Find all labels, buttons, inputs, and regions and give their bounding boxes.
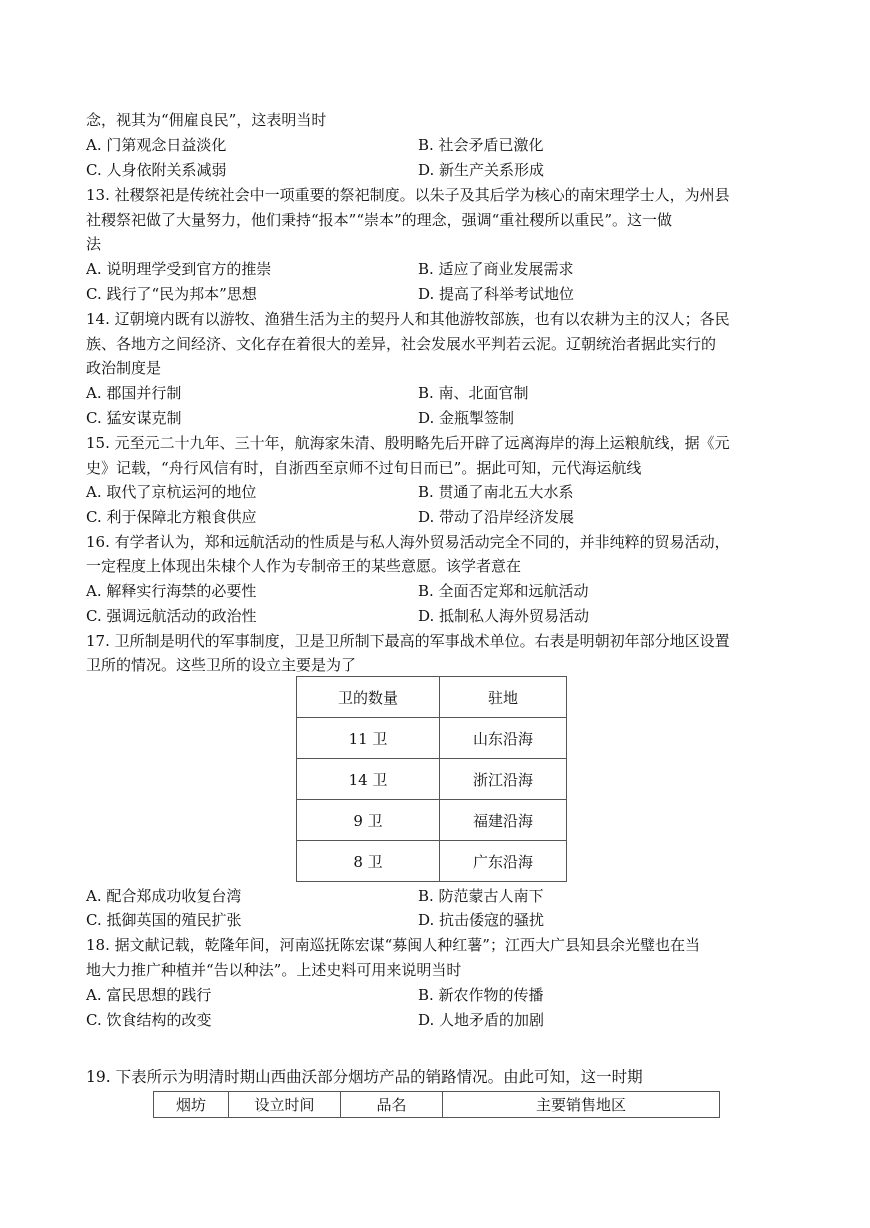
q15-option-c: C. 利于保障北方粮食供应 [86,508,257,526]
q18-option-a: A. 富民思想的践行 [86,986,212,1004]
table-row [297,718,567,759]
q12-option-c: C. 人身依附关系减弱 [86,161,227,179]
q17-option-a: A. 配合郑成功收复台湾 [86,887,242,905]
q13-option-b: B. 适应了商业发展需求 [418,260,574,278]
q12-option-d: D. 新生产关系形成 [418,161,545,179]
q13-option-d: D. 提高了科举考试地位 [418,285,575,303]
q16-option-c: C. 强调远航活动的政治性 [86,607,257,625]
q14-stem-line-1: 14. 辽朝境内既有以游牧、渔猎生活为主的契丹人和其他游牧部族，也有以农耕为主的汉人；各民 [86,310,730,328]
q17-option-d: D. 抗击倭寇的骚扰 [418,911,545,929]
q13-stem-line-2: 社稷祭祀做了大量努力，他们秉持“报本”“崇本”的理念，强调“重社稷所以重民”。这一做 [86,211,673,229]
q13-option-a: A. 说明理学受到官方的推崇 [86,260,272,278]
q19-stem: 19. 下表所示为明清时期山西曲沃部分烟坊产品的销路情况。由此可知，这一时期 [86,1068,643,1086]
table-header-row [297,677,567,718]
q17-option-b: B. 防范蒙古人南下 [418,887,544,905]
table-header-cell: 烟坊 [154,1092,229,1118]
table-cell: 11 卫 [297,718,440,759]
q18-stem-line-2: 地大力推广种植并“告以种法”。上述史料可用来说明当时 [86,961,462,979]
table-row [297,800,567,841]
q12-option-b: B. 社会矛盾已激化 [418,136,544,154]
table-header-cell: 卫的数量 [297,677,440,718]
table-header-cell: 主要销售地区 [443,1092,720,1118]
q18-option-b: B. 新农作物的传播 [418,986,544,1004]
q15-stem-line-2: 史》记载，“舟行风信有时，自浙西至京师不过旬日而已”。据此可知，元代海运航线 [86,459,642,477]
q16-option-b: B. 全面否定郑和远航活动 [418,582,589,600]
q14-option-b: B. 南、北面官制 [418,384,529,402]
q14-stem-line-2: 族、各地方之间经济、文化存在着很大的差异，社会发展水平判若云泥。辽朝统治者据此实行的 [86,335,717,353]
q19-table [153,1091,720,1118]
q14-option-c: C. 猛安谋克制 [86,409,182,427]
table-cell: 9 卫 [297,800,440,841]
q15-stem-line-1: 15. 元至元二十九年、三十年，航海家朱清、殷明略先后开辟了远离海岸的海上运粮航线，据《元 [86,434,730,452]
q13-option-c: C. 践行了“民为邦本”思想 [86,285,257,303]
q17-stem-line-2: 卫所的情况。这些卫所的设立主要是为了 [86,656,357,674]
table-header-cell: 设立时间 [229,1092,341,1118]
q14-option-d: D. 金瓶掣签制 [418,409,515,427]
q14-option-a: A. 郡国并行制 [86,384,182,402]
q13-stem-line-1: 13. 社稷祭祀是传统社会中一项重要的祭祀制度。以朱子及其后学为核心的南宋理学士人，为州县 [86,186,730,204]
q17-table [296,676,567,882]
q16-option-d: D. 抵制私人海外贸易活动 [418,607,590,625]
table-header-cell: 驻地 [440,677,567,718]
q18-option-c: C. 饮食结构的改变 [86,1011,212,1029]
q17-option-c: C. 抵御英国的殖民扩张 [86,911,242,929]
q16-option-a: A. 解释实行海禁的必要性 [86,582,257,600]
table-header-cell: 品名 [341,1092,443,1118]
q16-stem-line-2: 一定程度上体现出朱棣个人作为专制帝王的某些意愿。该学者意在 [86,557,522,575]
table-row [297,841,567,882]
table-cell: 14 卫 [297,759,440,800]
table-cell: 福建沿海 [440,800,567,841]
q17-stem-line-1: 17. 卫所制是明代的军事制度，卫是卫所制下最高的军事战术单位。右表是明朝初年部分地区设置 [86,632,730,650]
q12-option-a: A. 门第观念日益淡化 [86,136,227,154]
table-cell: 8 卫 [297,841,440,882]
q15-option-b: B. 贯通了南北五大水系 [418,483,574,501]
table-cell: 山东沿海 [440,718,567,759]
q15-option-d: D. 带动了沿岸经济发展 [418,508,575,526]
table-header-row [154,1092,720,1118]
q15-option-a: A. 取代了京杭运河的地位 [86,483,257,501]
table-cell: 浙江沿海 [440,759,567,800]
q18-stem-line-1: 18. 据文献记载，乾隆年间，河南巡抚陈宏谋“募闽人种红薯”；江西大广县知县余光璧也在当 [86,936,700,954]
q12-stem-tail: 念，视其为“佣雇良民”，这表明当时 [86,111,327,129]
q14-stem-line-3: 政治制度是 [86,359,162,377]
table-cell: 广东沿海 [440,841,567,882]
q13-stem-line-3: 法 [86,235,102,253]
table-row [297,759,567,800]
q16-stem-line-1: 16. 有学者认为，郑和远航活动的性质是与私人海外贸易活动完全不同的，并非纯粹的贸易活动， [86,533,730,551]
q18-option-d: D. 人地矛盾的加剧 [418,1011,545,1029]
